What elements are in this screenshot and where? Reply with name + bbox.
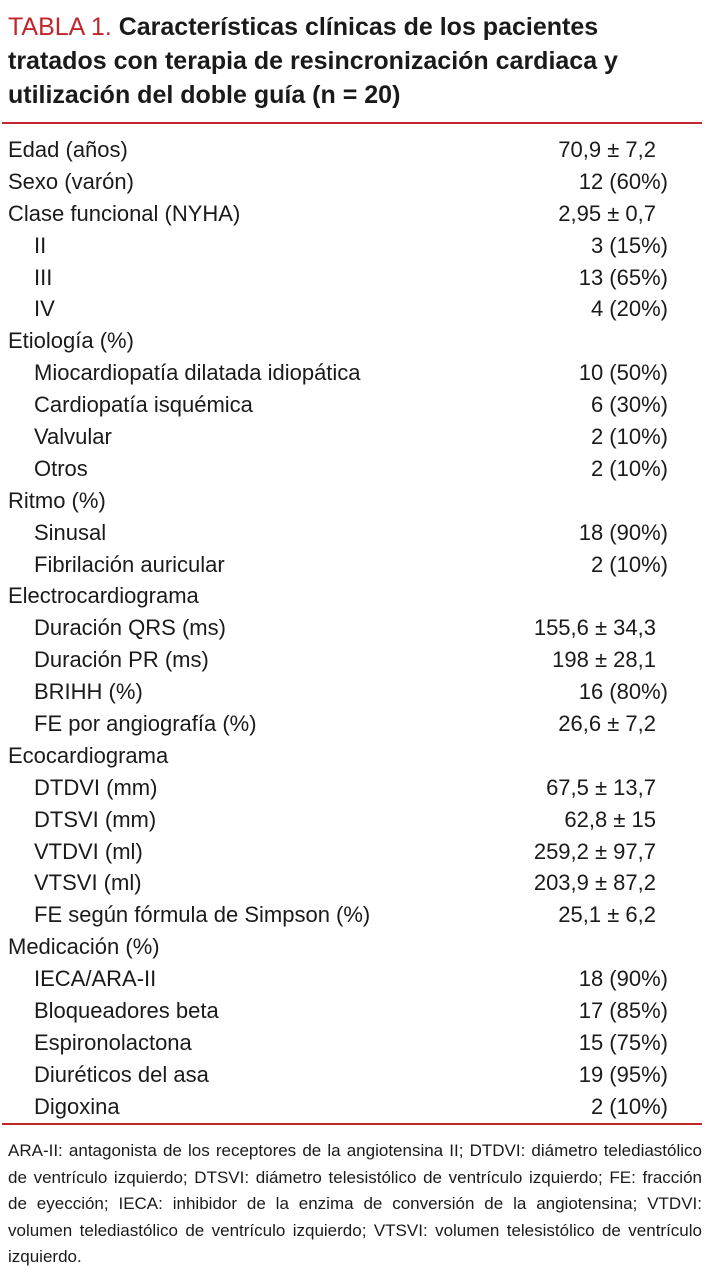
table-row: [0, 867, 712, 899]
row-value: 3 (15%): [590, 232, 668, 258]
table-row: [0, 676, 712, 708]
table-row: [0, 708, 712, 740]
table-section-row: [0, 580, 712, 612]
row-label: II: [34, 232, 47, 258]
row-value: 203,9 ± 87,2: [533, 870, 656, 896]
table-row: [0, 517, 712, 549]
table-number-label: TABLA 1.: [8, 13, 112, 41]
row-label: Espironolactona: [34, 1029, 192, 1055]
table-section-row: [0, 325, 712, 357]
table-section-row: [0, 740, 712, 772]
table-row: [0, 644, 712, 676]
section-label: Electrocardiograma: [8, 583, 199, 609]
row-label: Otros: [34, 455, 88, 481]
row-label: Digoxina: [34, 1093, 120, 1119]
row-value: 2 (10%): [590, 424, 668, 450]
table-row: [0, 166, 712, 198]
table-row: [0, 549, 712, 581]
row-label: Valvular: [34, 424, 112, 450]
table-row: [0, 772, 712, 804]
row-label: III: [34, 264, 53, 290]
table-row: [0, 1027, 712, 1059]
table-row: [0, 389, 712, 421]
section-label: Ecocardiograma: [8, 742, 169, 768]
row-value: 2 (10%): [590, 551, 668, 577]
row-label: DTSVI (mm): [34, 806, 157, 832]
row-value: 19 (95%): [578, 1061, 668, 1087]
row-value: 25,1 ± 6,2: [558, 902, 656, 928]
row-label: FE según fórmula de Simpson (%): [34, 902, 371, 928]
section-label: Etiología (%): [8, 328, 134, 354]
row-label: BRIHH (%): [34, 679, 143, 705]
row-label: Duración QRS (ms): [34, 615, 226, 641]
table-row: [0, 134, 712, 166]
table-row: [0, 836, 712, 868]
row-label: Clase funcional (NYHA): [8, 200, 241, 226]
table-row: [0, 899, 712, 931]
bottom-rule: [2, 1123, 702, 1125]
row-label: Sexo (varón): [8, 168, 134, 194]
table-row: [0, 357, 712, 389]
row-value: 67,5 ± 13,7: [546, 774, 656, 800]
row-label: Duración PR (ms): [34, 647, 209, 673]
table-row: [0, 1091, 712, 1123]
row-value: 15 (75%): [578, 1029, 668, 1055]
table-row: [0, 1059, 712, 1091]
row-label: Edad (años): [8, 137, 128, 162]
characteristics-table: [0, 134, 712, 1123]
row-value: 16 (80%): [578, 679, 668, 705]
row-value: 6 (30%): [590, 392, 668, 418]
row-value: 2 (10%): [590, 455, 668, 481]
row-label: VTDVI (ml): [34, 838, 143, 864]
row-value: 62,8 ± 15: [564, 806, 656, 832]
table-caption: Características clínicas de los pacientes tratados con terapia de resincronización cardiaca y utilización del doble guía (n = 20): [8, 13, 618, 109]
row-value: 155,6 ± 34,3: [533, 615, 656, 641]
table-row: [0, 421, 712, 453]
table-section-row: [0, 485, 712, 517]
row-value: 10 (50%): [578, 360, 668, 386]
row-label: Diuréticos del asa: [34, 1061, 209, 1087]
row-value: 198 ± 28,1: [552, 647, 656, 673]
row-value: 2,95 ± 0,7: [558, 200, 656, 226]
table-row: [0, 230, 712, 262]
table-footnote: ARA-II: antagonista de los receptores de la angiotensina II; DTDVI: diámetro telediastólico de ventrículo izquierdo; DTSVI: diámetro telesistólico de ventrículo izquierdo; FE: fracción de eyección; IECA: inhibidor de la enzima de conversión de la angiotensina; VTDVI: volumen telediastólico de ventrículo izquierdo; VTSVI: volumen telesistólico de ventrículo izquierdo.: [8, 1141, 702, 1266]
row-value: 17 (85%): [578, 998, 668, 1024]
section-label: Ritmo (%): [8, 487, 106, 513]
row-value: 12 (60%): [578, 168, 668, 194]
row-value: 70,9 ± 7,2: [558, 137, 656, 162]
top-rule: [2, 122, 702, 124]
row-value: 259,2 ± 97,7: [533, 838, 656, 864]
table-row: [0, 804, 712, 836]
row-label: Cardiopatía isquémica: [34, 392, 253, 418]
row-label: Miocardiopatía dilatada idiopática: [34, 360, 361, 386]
table-row: [0, 262, 712, 294]
table-row: [0, 293, 712, 325]
row-value: 26,6 ± 7,2: [558, 711, 656, 737]
row-label: Sinusal: [34, 519, 107, 545]
row-label: Fibrilación auricular: [34, 551, 225, 577]
row-value: 2 (10%): [590, 1093, 668, 1119]
table-row: [0, 453, 712, 485]
table-row: [0, 612, 712, 644]
table-row: [0, 198, 712, 230]
row-value: 13 (65%): [578, 264, 668, 290]
table-row: [0, 963, 712, 995]
table-title: [8, 10, 698, 112]
row-value: 18 (90%): [578, 519, 668, 545]
table-row: [0, 995, 712, 1027]
row-label: FE por angiografía (%): [34, 711, 257, 737]
row-label: Bloqueadores beta: [34, 998, 219, 1024]
row-value: 18 (90%): [578, 966, 668, 992]
row-label: IECA/ARA-II: [34, 966, 157, 992]
section-label: Medicación (%): [8, 934, 160, 960]
row-label: VTSVI (ml): [34, 870, 142, 896]
table-section-row: [0, 931, 712, 963]
row-value: 4 (20%): [590, 296, 668, 322]
row-label: IV: [34, 296, 55, 322]
row-label: DTDVI (mm): [34, 774, 158, 800]
